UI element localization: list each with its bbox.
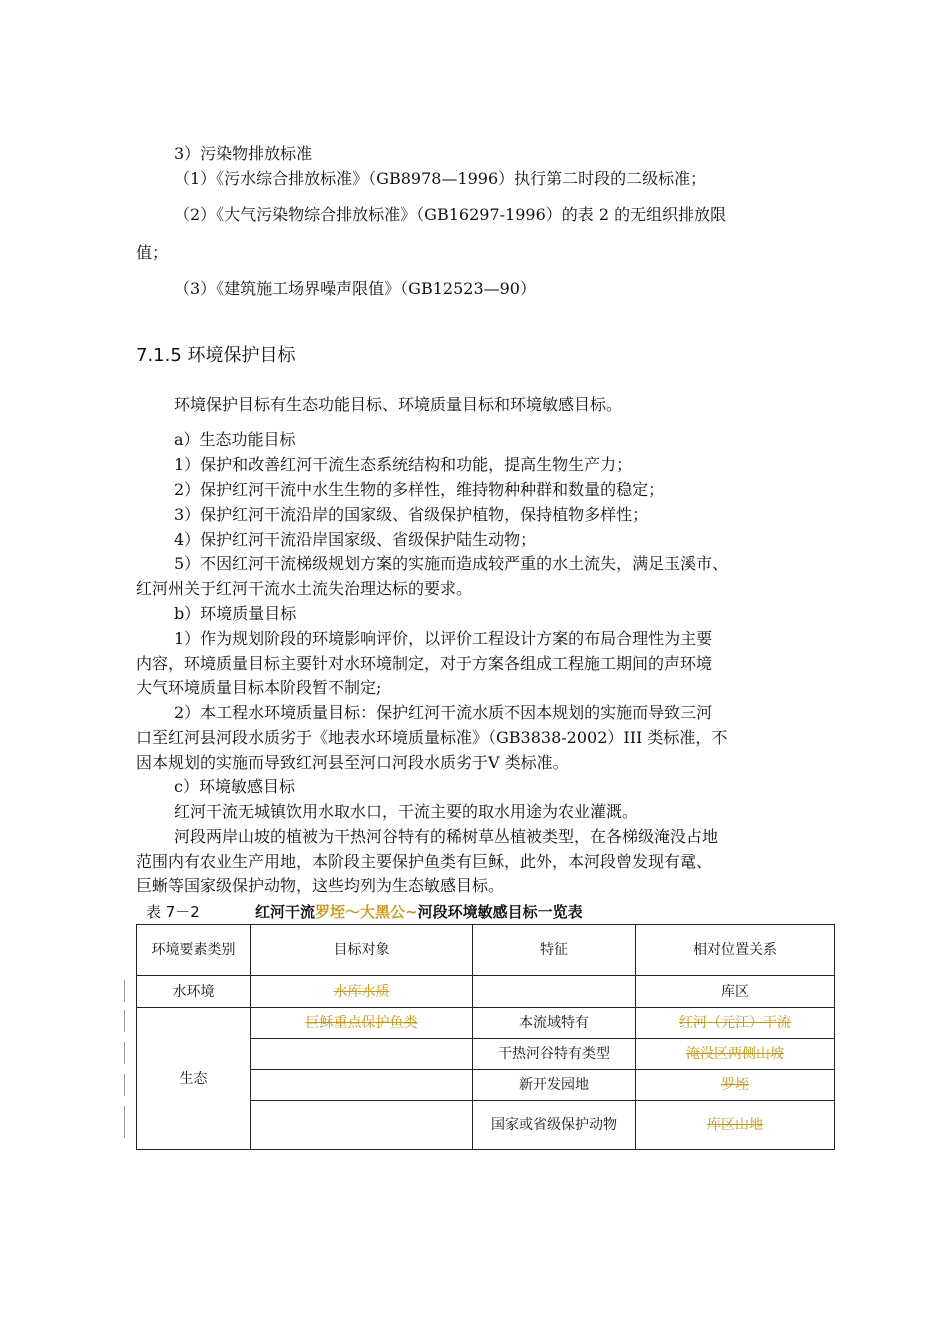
section-intro: 环境保护目标有生态功能目标、环境质量目标和环境敏感目标。 — [174, 395, 623, 414]
table-row — [137, 976, 835, 1008]
section-heading: 7.1.5 环境保护目标 — [136, 345, 296, 366]
cell-position: 罗垤 — [636, 1070, 835, 1101]
revision-mark — [124, 1042, 125, 1064]
caption-pre: 红河干流 — [255, 903, 316, 921]
cell-target: 巨稣重点保护鱼类 — [251, 1008, 473, 1039]
cell-target — [251, 1070, 473, 1101]
cell-feature: 国家或省级保护动物 — [473, 1101, 636, 1150]
emission-standards-title: 3）污染物排放标准 — [174, 144, 313, 163]
table-caption-label: 表 7－2 — [146, 903, 200, 921]
table-row — [137, 1008, 835, 1039]
quality-goal-2: 2）本工程水环境质量目标：保护红河干流水质不因本规划的实施而导致三河 — [174, 703, 713, 722]
cell-position: 库区 — [636, 976, 835, 1008]
table-header-row — [137, 925, 835, 976]
sensitive-targets-table — [136, 924, 835, 1150]
quality-goal-1-cont-2: 大气环境质量目标本阶段暂不制定; — [136, 678, 382, 697]
revision-mark — [124, 1074, 125, 1096]
eco-goal-5: 5）不因红河干流梯级规划方案的实施而造成较严重的水土流失，满足玉溪市、 — [174, 554, 729, 573]
eco-goal-5-cont: 红河州关于红河干流水土流失治理达标的要求。 — [136, 579, 473, 598]
quality-goal-1-cont-1: 内容，环境质量目标主要针对水环境制定，对于方案各组成工程施工期间的声环境 — [136, 654, 713, 673]
emission-standard-item-2-cont: 值； — [136, 243, 169, 262]
cell-target: 水库水质 — [251, 976, 473, 1008]
cell-position: 库区山地 — [636, 1101, 835, 1150]
header-feature: 特征 — [473, 925, 636, 976]
header-target: 目标对象 — [251, 925, 473, 976]
sensitive-goal-1: 红河干流无城镇饮用水取水口，干流主要的取水用途为农业灌溉。 — [174, 802, 639, 821]
quality-goal-2-cont-1: 口至红河县河段水质劣于《地表水环境质量标准》（GB3838-2002）III 类标准，不 — [136, 728, 728, 747]
emission-standard-item-1: （1）《污水综合排放标准》（GB8978—1996）执行第二时段的二级标准； — [174, 169, 707, 188]
cell-position: 淹没区两侧山坡 — [636, 1039, 835, 1070]
caption-post: 河段环境敏感目标一览表 — [417, 903, 583, 921]
quality-goals-title: b）环境质量目标 — [174, 604, 297, 623]
cell-target — [251, 1039, 473, 1070]
sensitive-goal-2: 河段两岸山坡的植被为干热河谷特有的稀树草丛植被类型，在各梯级淹没占地 — [174, 827, 719, 846]
revision-mark — [124, 1010, 125, 1032]
eco-goal-1: 1）保护和改善红河干流生态系统结构和功能，提高生物生产力； — [174, 455, 633, 474]
header-position: 相对位置关系 — [636, 925, 835, 976]
cell-position: 红河（元江）干流 — [636, 1008, 835, 1039]
cell-category: 生态 — [137, 1008, 251, 1150]
caption-highlight: 罗垤～大黑公~ — [315, 903, 418, 921]
table-caption-title — [255, 900, 583, 924]
header-category: 环境要素类别 — [137, 925, 251, 976]
revision-mark — [124, 980, 125, 1002]
cell-feature — [473, 976, 636, 1008]
eco-goal-2: 2）保护红河干流中水生生物的多样性，维持物种种群和数量的稳定； — [174, 480, 665, 499]
sensitive-goal-2-cont-2: 巨蜥等国家级保护动物，这些均列为生态敏感目标。 — [136, 876, 505, 895]
eco-goal-4: 4）保护红河干流沿岸国家级、省级保护陆生动物； — [174, 530, 537, 549]
emission-standard-item-2: （2）《大气污染物综合排放标准》（GB16297-1996）的表 2 的无组织排放限 — [174, 205, 727, 224]
cell-feature: 干热河谷特有类型 — [473, 1039, 636, 1070]
eco-goals-title: a）生态功能目标 — [174, 430, 296, 449]
cell-feature: 本流域特有 — [473, 1008, 636, 1039]
sensitive-goal-2-cont-1: 范围内有农业生产用地，本阶段主要保护鱼类有巨稣，此外，本河段曾发现有鼋、 — [136, 852, 713, 871]
cell-feature: 新开发园地 — [473, 1070, 636, 1101]
cell-category: 水环境 — [137, 976, 251, 1008]
eco-goal-3: 3）保护红河干流沿岸的国家级、省级保护植物，保持植物多样性； — [174, 505, 649, 524]
cell-target — [251, 1101, 473, 1150]
sensitive-goals-title: c）环境敏感目标 — [174, 777, 295, 796]
emission-standard-item-3: （3）《建筑施工场界噪声限值》（GB12523—90） — [174, 279, 536, 298]
quality-goal-1: 1）作为规划阶段的环境影响评价，以评价工程设计方案的布局合理性为主要 — [174, 629, 713, 648]
revision-mark — [124, 1106, 125, 1138]
quality-goal-2-cont-2: 因本规划的实施而导致红河县至河口河段水质劣于Ⅴ 类标准。 — [136, 753, 569, 772]
